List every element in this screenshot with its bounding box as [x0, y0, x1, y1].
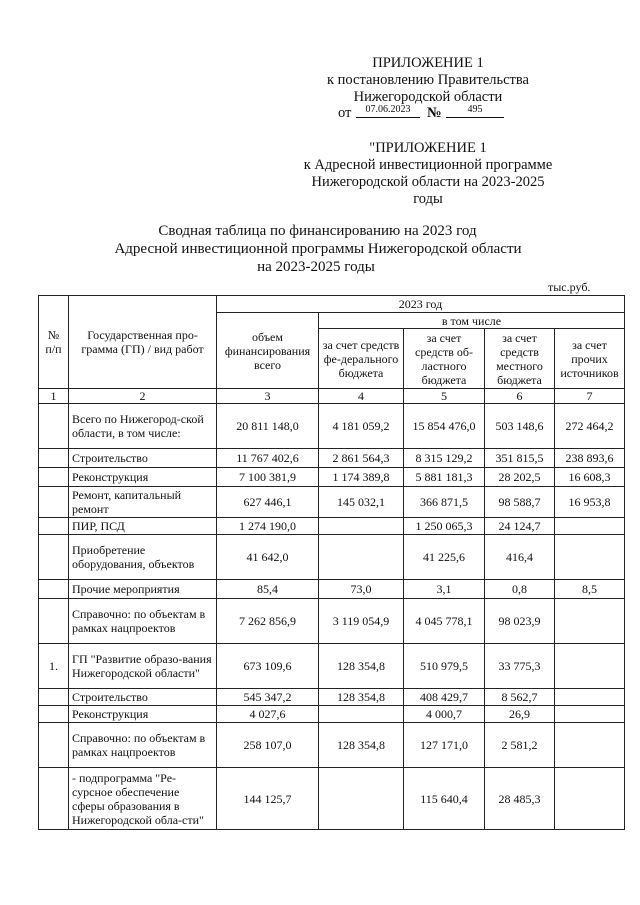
table-title-line-1: Сводная таблица по финансированию на 2023 год — [158, 223, 477, 239]
row-local: 416,4 — [485, 535, 555, 580]
table-title — [0, 222, 640, 276]
row-federal: 4 181 059,2 — [319, 404, 404, 449]
row-regional: 115 640,4 — [404, 768, 485, 830]
decree-number: 495 — [446, 103, 504, 118]
date-prefix: от — [338, 105, 352, 121]
row-number — [39, 487, 69, 518]
row-name: ГП "Развитие образо-вания Нижегородской области" — [69, 644, 217, 689]
row-regional: 5 881 181,3 — [404, 468, 485, 487]
row-name: Ремонт, капитальный ремонт — [69, 487, 217, 518]
row-other — [555, 518, 625, 535]
row-name: Приобретение оборудования, объектов — [69, 535, 217, 580]
row-regional: 8 315 129,2 — [404, 449, 485, 468]
table-row — [39, 449, 625, 468]
row-number — [39, 706, 69, 723]
row-name: - подпрограмма "Ре-сурсное обеспечение сферы образования в Нижегородской обла-сти" — [69, 768, 217, 830]
row-other: 272 464,2 — [555, 404, 625, 449]
row-other: 238 893,6 — [555, 449, 625, 468]
col-year-header: 2023 год — [217, 296, 625, 313]
col-total-header: объем финансирования всего — [217, 313, 319, 389]
row-local: 351 815,5 — [485, 449, 555, 468]
col-federal-header: за счет средств фе-дерального бюджета — [319, 329, 404, 389]
region-name: Нижегородской области — [353, 89, 503, 105]
row-federal — [319, 518, 404, 535]
row-regional: 127 171,0 — [404, 723, 485, 768]
annex-title: ПРИЛОЖЕНИЕ 1 — [372, 55, 484, 71]
row-number — [39, 518, 69, 535]
row-other — [555, 644, 625, 689]
row-regional: 366 871,5 — [404, 487, 485, 518]
row-federal — [319, 768, 404, 830]
row-local: 33 775,3 — [485, 644, 555, 689]
col-num-header: № п/п — [39, 296, 69, 389]
row-number — [39, 723, 69, 768]
row-number — [39, 468, 69, 487]
table-row — [39, 599, 625, 644]
col-other-header: за счет прочих источников — [555, 329, 625, 389]
row-name: Всего по Нижегород-ской области, в том числе: — [69, 404, 217, 449]
row-other — [555, 689, 625, 706]
row-number — [39, 768, 69, 830]
row-federal — [319, 535, 404, 580]
row-total: 7 100 381,9 — [217, 468, 319, 487]
row-name: Реконструкция — [69, 706, 217, 723]
row-regional: 408 429,7 — [404, 689, 485, 706]
row-federal — [319, 706, 404, 723]
row-total: 41 642,0 — [217, 535, 319, 580]
row-number — [39, 580, 69, 599]
table-row — [39, 644, 625, 689]
row-total: 673 109,6 — [217, 644, 319, 689]
row-regional: 41 225,6 — [404, 535, 485, 580]
row-local: 28 202,5 — [485, 468, 555, 487]
row-federal: 128 354,8 — [319, 644, 404, 689]
row-name: Прочие мероприятия — [69, 580, 217, 599]
table-row — [39, 535, 625, 580]
column-index: 2 — [69, 389, 217, 404]
row-regional: 3,1 — [404, 580, 485, 599]
row-number — [39, 689, 69, 706]
row-other — [555, 706, 625, 723]
header-row-year — [39, 296, 625, 313]
row-total: 627 446,1 — [217, 487, 319, 518]
table-row — [39, 487, 625, 518]
row-other — [555, 599, 625, 644]
table-row — [39, 723, 625, 768]
row-other — [555, 535, 625, 580]
column-index: 6 — [485, 389, 555, 404]
row-other — [555, 768, 625, 830]
table-title-line-3: на 2023-2025 годы — [257, 259, 375, 275]
row-number — [39, 535, 69, 580]
table-row — [39, 404, 625, 449]
row-federal: 2 861 564,3 — [319, 449, 404, 468]
row-regional: 4 045 778,1 — [404, 599, 485, 644]
program-line-2: Нижегородской области на 2023-2025 — [311, 174, 545, 190]
col-name-header: Государственная про-грамма (ГП) / вид работ — [69, 296, 217, 389]
col-local-header: за счет средств местного бюджета — [485, 329, 555, 389]
row-other: 8,5 — [555, 580, 625, 599]
table-row — [39, 518, 625, 535]
decree-reference: к постановлению Правительства — [327, 72, 529, 88]
program-line-3: годы — [413, 191, 443, 207]
row-local: 24 124,7 — [485, 518, 555, 535]
row-total: 144 125,7 — [217, 768, 319, 830]
program-line-1: к Адресной инвестиционной программе — [303, 157, 553, 173]
row-number: 1. — [39, 644, 69, 689]
row-local: 98 023,9 — [485, 599, 555, 644]
row-local: 98 588,7 — [485, 487, 555, 518]
column-index: 7 — [555, 389, 625, 404]
row-regional: 15 854 476,0 — [404, 404, 485, 449]
row-federal: 128 354,8 — [319, 689, 404, 706]
column-index: 4 — [319, 389, 404, 404]
table-row — [39, 768, 625, 830]
col-regional-header: за счет средств об-ластного бюджета — [404, 329, 485, 389]
row-federal: 1 174 389,8 — [319, 468, 404, 487]
row-local: 503 148,6 — [485, 404, 555, 449]
decree-date: 07.06.2023 — [356, 103, 420, 118]
row-local: 28 485,3 — [485, 768, 555, 830]
row-total: 258 107,0 — [217, 723, 319, 768]
row-name: Справочно: по объектам в рамках нацпроектов — [69, 599, 217, 644]
row-local: 0,8 — [485, 580, 555, 599]
row-other: 16 608,3 — [555, 468, 625, 487]
row-total: 20 811 148,0 — [217, 404, 319, 449]
row-federal: 73,0 — [319, 580, 404, 599]
table-row — [39, 706, 625, 723]
row-name: Строительство — [69, 689, 217, 706]
number-sign: № — [427, 105, 442, 121]
row-regional: 1 250 065,3 — [404, 518, 485, 535]
row-federal: 145 032,1 — [319, 487, 404, 518]
column-index: 5 — [404, 389, 485, 404]
table-row — [39, 468, 625, 487]
annex-title-quoted: "ПРИЛОЖЕНИЕ 1 — [369, 140, 487, 156]
row-total: 85,4 — [217, 580, 319, 599]
table-title-line-2: Адресной инвестиционной программы Нижегородской области — [114, 241, 522, 257]
financing-table — [38, 295, 625, 830]
row-other — [555, 723, 625, 768]
table-row — [39, 689, 625, 706]
row-federal: 128 354,8 — [319, 723, 404, 768]
column-index: 1 — [39, 389, 69, 404]
row-name: Реконструкция — [69, 468, 217, 487]
row-regional: 510 979,5 — [404, 644, 485, 689]
row-total: 11 767 402,6 — [217, 449, 319, 468]
row-number — [39, 404, 69, 449]
row-name: Справочно: по объектам в рамках нацпроектов — [69, 723, 217, 768]
row-local: 26,9 — [485, 706, 555, 723]
table-row — [39, 580, 625, 599]
row-name: ПИР, ПСД — [69, 518, 217, 535]
row-name: Строительство — [69, 449, 217, 468]
row-total: 7 262 856,9 — [217, 599, 319, 644]
row-local: 8 562,7 — [485, 689, 555, 706]
col-including-header: в том числе — [319, 313, 625, 329]
column-index: 3 — [217, 389, 319, 404]
row-federal: 3 119 054,9 — [319, 599, 404, 644]
row-other: 16 953,8 — [555, 487, 625, 518]
row-total: 1 274 190,0 — [217, 518, 319, 535]
row-regional: 4 000,7 — [404, 706, 485, 723]
row-total: 4 027,6 — [217, 706, 319, 723]
row-number — [39, 599, 69, 644]
column-index-row — [39, 389, 625, 404]
row-number — [39, 449, 69, 468]
units-label: тыс.руб. — [548, 280, 591, 294]
row-total: 545 347,2 — [217, 689, 319, 706]
row-local: 2 581,2 — [485, 723, 555, 768]
